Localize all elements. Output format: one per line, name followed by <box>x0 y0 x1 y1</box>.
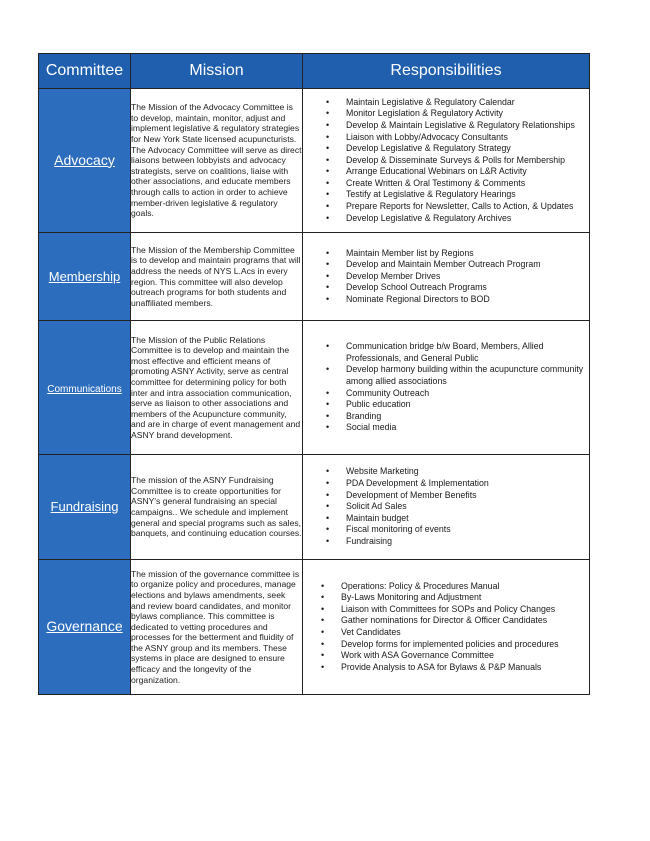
list-item: • Communication bridge b/w Board, Members, Allied Professionals, and General Public <box>346 341 589 364</box>
responsibilities-list <box>303 581 589 674</box>
list-item: • Monitor Legislation & Regulatory Activity <box>346 108 589 120</box>
list-item: • By-Laws Monitoring and Adjustment <box>341 592 589 604</box>
list-item: • Testify at Legislative & Regulatory Hearings <box>346 189 589 201</box>
list-item: • Fiscal monitoring of events <box>346 524 589 536</box>
row-membership <box>39 233 590 321</box>
communications-link[interactable]: Communications <box>47 383 122 395</box>
header-mission: Mission <box>131 54 303 89</box>
list-item: • Develop Legislative & Regulatory Strategy <box>346 143 589 155</box>
advocacy-link[interactable]: Advocacy <box>54 151 115 168</box>
list-item: • Nominate Regional Directors to BOD <box>346 294 589 306</box>
committee-cell-fundraising <box>39 455 131 560</box>
list-item: • Work with ASA Governance Committee <box>341 650 589 662</box>
list-item: • Website Marketing <box>346 466 589 478</box>
responsibilities-membership <box>303 233 590 321</box>
list-item: • Prepare Reports for Newsletter, Calls to Action, & Updates <box>346 201 589 213</box>
governance-link[interactable]: Governance <box>46 618 123 634</box>
responsibilities-list <box>303 341 589 434</box>
mission-communications: The Mission of the Public Relations Committee is to develop and maintain the most effective and efficient means of promoting ASNY Activity, serve as central committee for determining policy for both inter and intra association communication, serve as liaison to other associations and members of the Acupuncture community, and are in charge of event management and ASNY brand development. <box>131 321 303 455</box>
list-item: • Arrange Educational Webinars on L&R Activity <box>346 166 589 178</box>
committee-cell-membership <box>39 233 131 321</box>
list-item: • Public education <box>346 399 589 411</box>
committee-cell-communications <box>39 321 131 455</box>
responsibilities-list <box>303 97 589 225</box>
list-item: • Develop Legislative & Regulatory Archives <box>346 213 589 225</box>
list-item: • Maintain budget <box>346 513 589 525</box>
committee-cell-governance <box>39 560 131 695</box>
mission-advocacy: The Mission of the Advocacy Committee is to develop, maintain, monitor, adjust and implement legislative & regulatory strategies for New York State licensed acupuncturists. The Advocacy Committee will serve as direct liaisons between lobbyists and advocacy strategists, serve on coalitions, liaise with other associations, and educate members through calls to action in order to achieve member-driven legislative & regulatory goals. <box>131 89 303 233</box>
list-item: • Develop and Maintain Member Outreach Program <box>346 259 589 271</box>
list-item: • Fundraising <box>346 536 589 548</box>
list-item: • Community Outreach <box>346 388 589 400</box>
list-item: • Solicit Ad Sales <box>346 501 589 513</box>
mission-membership: The Mission of the Membership Committee is to develop and maintain programs that will address the needs of NYS L.Acs in every region. This committee will also develop outreach programs for both students and unaffiliated members. <box>131 233 303 321</box>
list-item: • Social media <box>346 422 589 434</box>
header-responsibilities: Responsibilities <box>303 54 590 89</box>
responsibilities-list <box>303 248 589 306</box>
list-item: • Develop & Maintain Legislative & Regulatory Relationships <box>346 120 589 132</box>
list-item: • Develop harmony building within the acupuncture community among allied associations <box>346 364 589 387</box>
list-item: • Gather nominations for Director & Officer Candidates <box>341 615 589 627</box>
list-item: • Develop & Disseminate Surveys & Polls for Membership <box>346 155 589 167</box>
list-item: • Create Written & Oral Testimony & Comments <box>346 178 589 190</box>
mission-fundraising: The mission of the ASNY Fundraising Committee is to create opportunities for ASNY's general fundraising an special campaigns.. We schedule and implement general and special programs such as sales, banquets, and continuing education courses. <box>131 455 303 560</box>
membership-link[interactable]: Membership <box>48 268 121 284</box>
row-governance <box>39 560 590 695</box>
committees-table <box>38 53 590 695</box>
committee-cell-advocacy <box>39 89 131 233</box>
list-item: • Liaison with Committees for SOPs and Policy Changes <box>341 604 589 616</box>
row-advocacy <box>39 89 590 233</box>
responsibilities-fundraising <box>303 455 590 560</box>
list-item: • PDA Development & Implementation <box>346 478 589 490</box>
list-item: • Maintain Member list by Regions <box>346 248 589 260</box>
list-item: • Development of Member Benefits <box>346 490 589 502</box>
responsibilities-governance <box>303 560 590 695</box>
list-item: • Develop forms for implemented policies and procedures <box>341 639 589 651</box>
fundraising-link[interactable]: Fundraising <box>50 499 119 514</box>
list-item: • Develop Member Drives <box>346 271 589 283</box>
header-row <box>39 54 590 89</box>
row-fundraising <box>39 455 590 560</box>
responsibilities-advocacy <box>303 89 590 233</box>
list-item: • Vet Candidates <box>341 627 589 639</box>
row-communications <box>39 321 590 455</box>
list-item: • Develop School Outreach Programs <box>346 282 589 294</box>
mission-governance: The mission of the governance committee is to organize policy and procedures, manage elections and bylaws amendments, seek and review board candidates, and monitor bylaws compliance. This committee is dedicated to vetting procedures and processes for the betterment and fluidity of the ASNY group and its members. These systems in place are designed to ensure efficacy and the longevity of the organization. <box>131 560 303 695</box>
list-item: • Operations: Policy & Procedures Manual <box>341 581 589 593</box>
list-item: • Branding <box>346 411 589 423</box>
list-item: • Liaison with Lobby/Advocacy Consultants <box>346 132 589 144</box>
responsibilities-communications <box>303 321 590 455</box>
responsibilities-list <box>303 466 589 547</box>
list-item: • Maintain Legislative & Regulatory Calendar <box>346 97 589 109</box>
list-item: • Provide Analysis to ASA for Bylaws & P&P Manuals <box>341 662 589 674</box>
header-committee: Committee <box>39 54 131 89</box>
